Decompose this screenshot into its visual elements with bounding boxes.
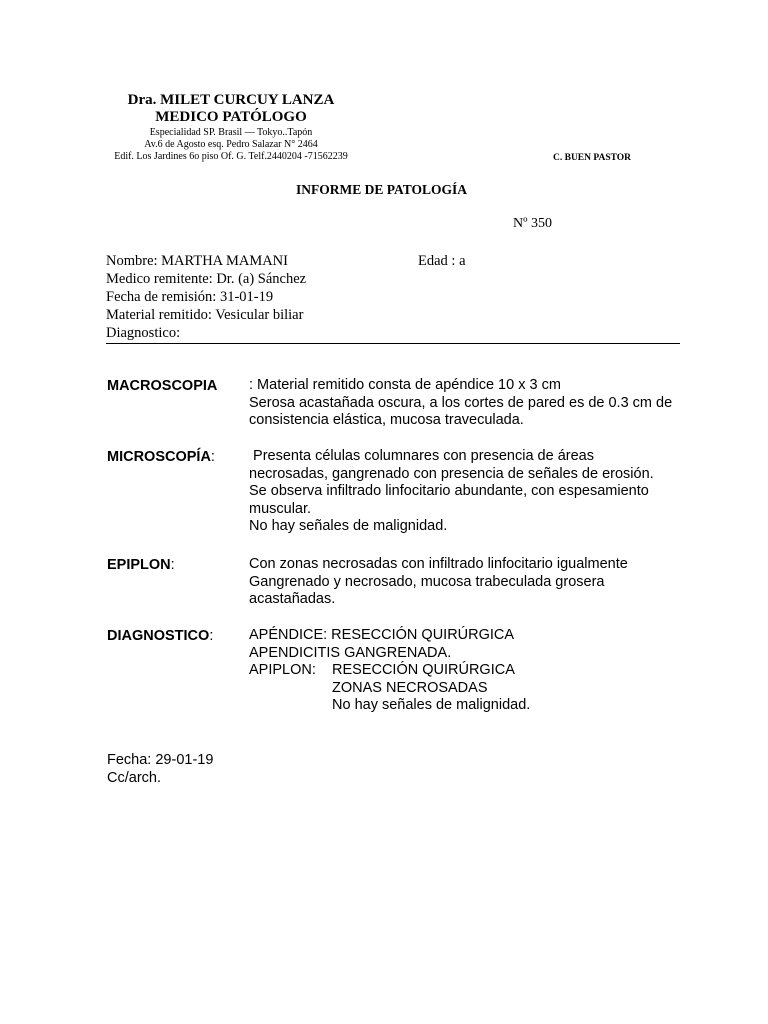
- doctor-name: Dra. MILET CURCUY LANZA: [127, 92, 335, 108]
- report-number: Nº 350: [513, 216, 552, 231]
- microscopia-line: Presenta células columnares con presencia de áreas: [249, 448, 594, 464]
- microscopia-colon: :: [210, 449, 215, 465]
- microscopia-label: [107, 448, 215, 466]
- microscopia-line: No hay señales de malignidad.: [249, 518, 448, 534]
- patient-age: Edad : a: [418, 253, 466, 269]
- diagnostico-body: [249, 627, 689, 715]
- referral-date: Fecha de remisión: 31-01-19: [106, 289, 274, 305]
- microscopia-line: necrosadas, gangrenado con presencia de señales de erosión.: [249, 465, 654, 482]
- diagnostico-row-apiplon: [249, 662, 689, 680]
- diagnostico-label-text: DIAGNOSTICO: [107, 628, 210, 644]
- diagnostico-row-malignidad: [249, 697, 689, 715]
- divider-line: [106, 343, 680, 344]
- diagnostico-line: No hay señales de malignidad.: [332, 697, 531, 713]
- header-specialty: Especialidad SP. Brasil — Tokyo..Tapón: [149, 127, 313, 138]
- macroscopia-body: [249, 377, 689, 430]
- epiplon-line: Gangrenado y necrosado, mucosa trabeculada grosera: [249, 573, 605, 590]
- diagnostico-label: [107, 627, 213, 645]
- microscopia-line: Se observa infiltrado linfocitario abundante, con espesamiento: [249, 483, 649, 499]
- diagnostico-line: APENDICITIS GANGRENADA.: [249, 644, 452, 661]
- microscopia-body: [249, 448, 689, 536]
- header-address: Av.6 de Agosto esq. Pedro Salazar N° 2464: [144, 139, 318, 150]
- report-title: INFORME DE PATOLOGÍA: [296, 182, 468, 197]
- macroscopia-label-text: MACROSCOPIA: [107, 378, 218, 394]
- macroscopia-line: Serosa acastañada oscura, a los cortes de pared es de 0.3 cm de: [249, 394, 673, 411]
- epiplon-label-text: EPIPLON: [107, 557, 171, 573]
- referring-doctor: Medico remitente: Dr. (a) Sánchez: [106, 271, 307, 287]
- diagnostico-line: APÉNDICE: RESECCIÓN QUIRÚRGICA: [249, 627, 515, 643]
- header-building-phone: Edif. Los Jardines 6o piso Of. G. Telf.2440204 -71562239: [114, 151, 348, 162]
- macroscopia-line: : Material remitido consta de apéndice 10 x 3 cm: [249, 377, 561, 393]
- diagnostico-apiplon-value: RESECCIÓN QUIRÚRGICA: [332, 662, 515, 678]
- patient-name: Nombre: MARTHA MAMANI: [106, 253, 288, 269]
- diagnostico-apiplon-prefix: APIPLON:: [249, 662, 316, 678]
- header-clinic-label: C. BUEN PASTOR: [553, 153, 632, 163]
- epiplon-body: [249, 556, 689, 609]
- diagnostico-colon: :: [209, 628, 214, 644]
- doctor-title: MEDICO PATÓLOGO: [155, 109, 307, 125]
- copy-archive-note: Cc/arch.: [107, 770, 161, 786]
- epiplon-label: [107, 556, 175, 574]
- epiplon-colon: :: [170, 557, 175, 573]
- diagnostico-row-zonas: [249, 680, 689, 698]
- microscopia-label-text: MICROSCOPÍA: [107, 449, 211, 465]
- diagnosis-field: Diagnostico:: [106, 325, 181, 341]
- material-sent: Material remitido: Vesicular biliar: [106, 307, 304, 323]
- macroscopia-label: [107, 377, 217, 395]
- macroscopia-line: consistencia elástica, mucosa traveculada.: [249, 412, 524, 428]
- microscopia-line: muscular.: [249, 500, 312, 517]
- diagnostico-line: ZONAS NECROSADAS: [332, 679, 488, 696]
- report-date: Fecha: 29-01-19: [107, 752, 214, 768]
- epiplon-line: acastañadas.: [249, 591, 336, 607]
- epiplon-line: Con zonas necrosadas con infiltrado linfocitario igualmente: [249, 556, 628, 572]
